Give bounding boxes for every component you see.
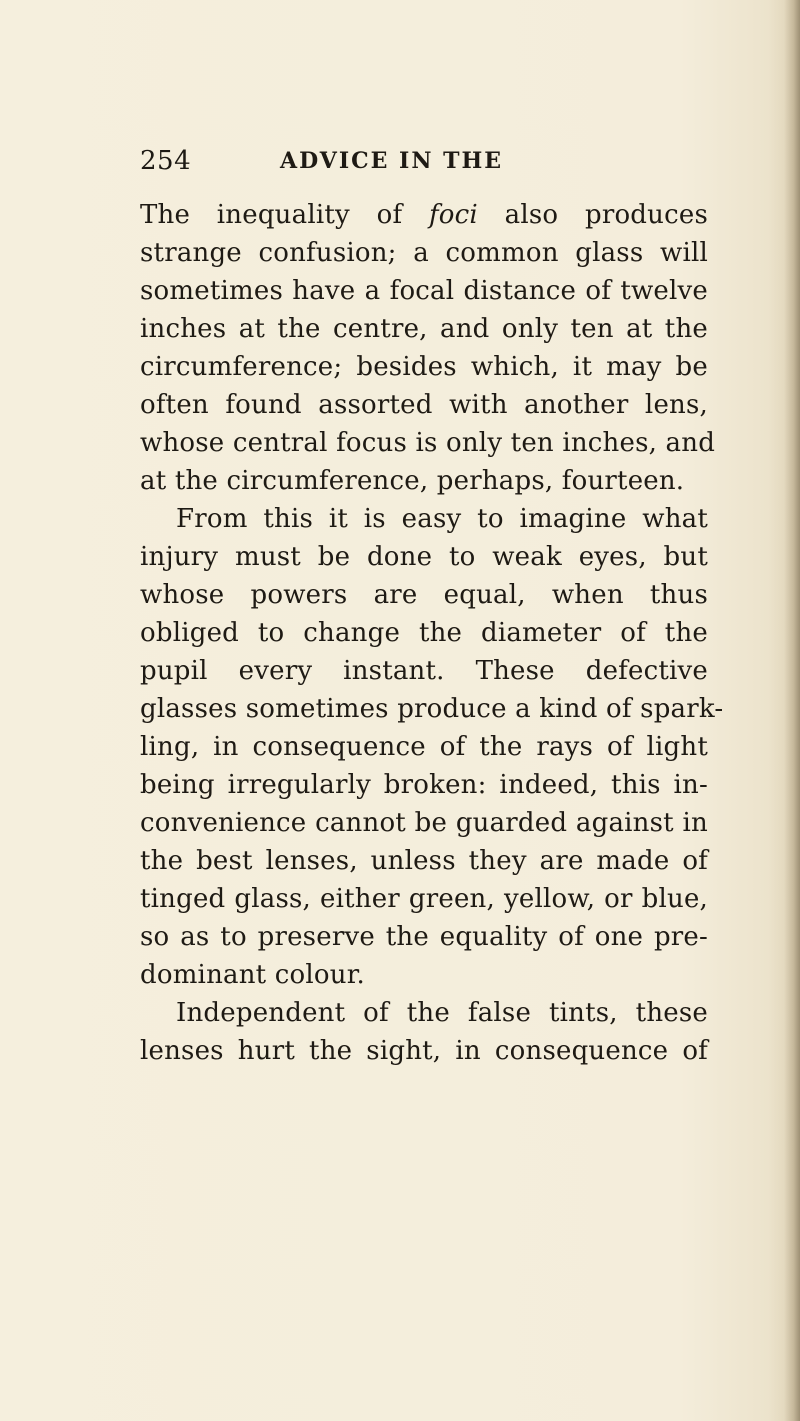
text-line: dominant colour.	[140, 960, 365, 990]
text-span: also produces	[477, 200, 708, 230]
text-line: inches at the centre, and only ten at the	[140, 314, 708, 344]
text-line: circumference; besides which, it may be	[140, 352, 708, 382]
text-line: so as to preserve the equality of one pre-	[140, 922, 708, 952]
running-head	[140, 146, 700, 182]
text-line: at the circumference, perhaps, fourteen.	[140, 466, 685, 496]
text-line: ling, in consequence of the rays of light	[140, 732, 708, 762]
text-line: injury must be done to weak eyes, but	[140, 542, 708, 572]
paragraph-2	[140, 500, 724, 994]
text-line: tinged glass, either green, yellow, or blue,	[140, 884, 708, 914]
italic-term: foci	[428, 200, 478, 230]
text-line: whose powers are equal, when thus	[140, 580, 708, 610]
paragraph-3	[140, 994, 708, 1070]
text-line: often found assorted with another lens,	[140, 390, 708, 420]
text-line: being irregularly broken: indeed, this in-	[140, 770, 708, 800]
text-line: glasses sometimes produce a kind of spark-	[140, 694, 724, 724]
text-line: strange confusion; a common glass will	[140, 238, 708, 268]
text-line: obliged to change the diameter of the	[140, 618, 708, 648]
text-line: whose central focus is only ten inches, and	[140, 428, 716, 458]
text-line: pupil every instant. These defective	[140, 656, 708, 686]
text-line	[140, 196, 708, 234]
text-span: The inequality of	[140, 200, 429, 230]
running-title: ADVICE IN THE	[280, 148, 504, 174]
text-line: convenience cannot be guarded against in	[140, 808, 708, 838]
text-line: the best lenses, unless they are made of	[140, 846, 708, 876]
spine-shadow	[784, 0, 800, 1421]
page-number: 254	[140, 146, 192, 176]
paragraph-1	[140, 196, 716, 500]
text-line: Independent of the false tints, these	[176, 998, 708, 1028]
text-line: From this it is easy to imagine what	[176, 504, 708, 534]
text-line: sometimes have a focal distance of twelve	[140, 276, 708, 306]
body-text	[140, 196, 724, 1070]
text-line: lenses hurt the sight, in consequence of	[140, 1036, 708, 1066]
